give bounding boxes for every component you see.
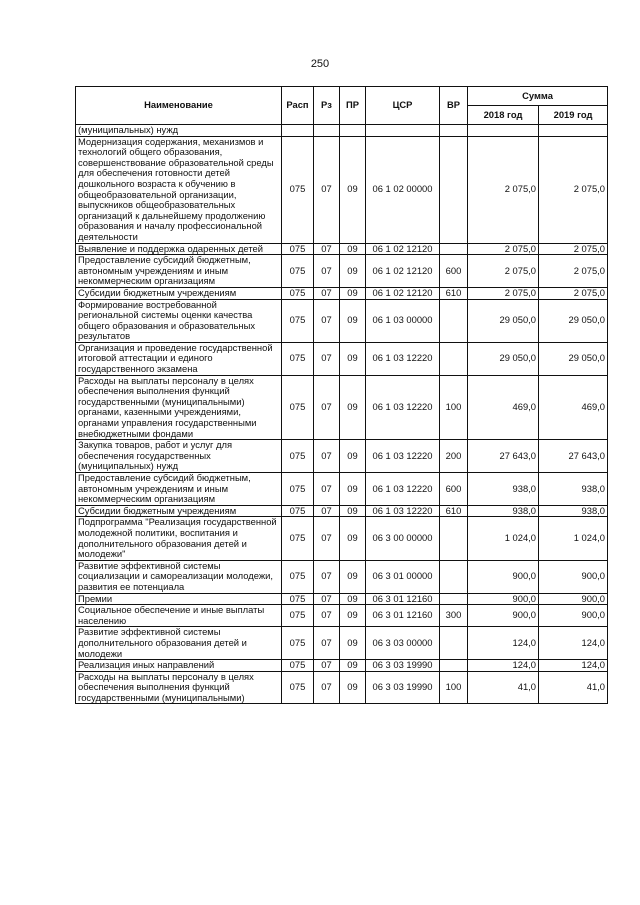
cell-pr: 09: [340, 243, 366, 255]
cell-vr: 610: [440, 287, 468, 299]
cell-vr: [440, 243, 468, 255]
cell-rz: 07: [314, 671, 340, 704]
cell-name: Формирование востребованной региональной системы оценки качества общего образования и образовательных результатов: [76, 299, 282, 342]
cell-vr: 600: [440, 255, 468, 288]
table-row: [76, 660, 608, 672]
cell-sum-2019: 29 050,0: [539, 299, 608, 342]
cell-rasp: 075: [282, 342, 314, 375]
cell-name: Развитие эффективной системы социализации и самореализации молодежи, развития ее потенциала: [76, 560, 282, 593]
cell-pr: 09: [340, 593, 366, 605]
cell-pr: 09: [340, 375, 366, 440]
cell-rasp: 075: [282, 671, 314, 704]
table-row: [76, 505, 608, 517]
cell-vr: [440, 627, 468, 660]
cell-vr: 300: [440, 605, 468, 627]
cell-rz: 07: [314, 560, 340, 593]
cell-sum-2019: 2 075,0: [539, 136, 608, 243]
table-header: [76, 87, 608, 125]
cell-rz: 07: [314, 605, 340, 627]
cell-name: Закупка товаров, работ и услуг для обеспечения государственных (муниципальных) нужд: [76, 440, 282, 473]
cell-sum-2018: 900,0: [468, 560, 539, 593]
cell-sum-2018: 469,0: [468, 375, 539, 440]
cell-name: Подпрограмма "Реализация государственной молодежной политики, воспитания и дополнительного образования детей и молодежи": [76, 517, 282, 560]
cell-name: Реализация иных направлений: [76, 660, 282, 672]
header-year-2019: 2019 год: [539, 106, 608, 125]
cell-rasp: 075: [282, 287, 314, 299]
cell-pr: 09: [340, 255, 366, 288]
cell-name: Предоставление субсидий бюджетным, автономным учреждениям и иным некоммерческим организациям: [76, 255, 282, 288]
table-row: [76, 627, 608, 660]
cell-vr: 100: [440, 375, 468, 440]
budget-table: [75, 86, 608, 704]
cell-rz: 07: [314, 473, 340, 506]
header-vr: ВР: [440, 87, 468, 125]
cell-rasp: 075: [282, 243, 314, 255]
cell-rz: 07: [314, 287, 340, 299]
cell-vr: [440, 136, 468, 243]
cell-sum-2019: 469,0: [539, 375, 608, 440]
cell-vr: [440, 299, 468, 342]
cell-vr: [440, 593, 468, 605]
cell-rasp: 075: [282, 605, 314, 627]
cell-rasp: 075: [282, 440, 314, 473]
cell-sum-2018: 2 075,0: [468, 287, 539, 299]
cell-pr: [340, 125, 366, 137]
table-row: [76, 342, 608, 375]
cell-rz: 07: [314, 505, 340, 517]
cell-pr: 09: [340, 342, 366, 375]
header-csr: ЦСР: [366, 87, 440, 125]
cell-sum-2018: 41,0: [468, 671, 539, 704]
cell-pr: 09: [340, 671, 366, 704]
cell-pr: 09: [340, 517, 366, 560]
cell-vr: [440, 125, 468, 137]
cell-name: Развитие эффективной системы дополнительного образования детей и молодежи: [76, 627, 282, 660]
header-year-2018: 2018 год: [468, 106, 539, 125]
cell-sum-2019: 2 075,0: [539, 243, 608, 255]
cell-csr: 06 1 03 12220: [366, 505, 440, 517]
table-row: [76, 375, 608, 440]
cell-pr: 09: [340, 440, 366, 473]
cell-name: Модернизация содержания, механизмов и технологий общего образования, совершенствование образовательной среды для обеспечения готовности детей дошкольного возраста к обучению в общеобразовательной организации, выпускников общеобразовательных организаций к дальнейшему продолжению образования и началу профессиональной деятельности: [76, 136, 282, 243]
table-row: [76, 440, 608, 473]
cell-csr: 06 1 03 12220: [366, 440, 440, 473]
table-row: [76, 136, 608, 243]
cell-sum-2019: 124,0: [539, 627, 608, 660]
cell-rz: 07: [314, 342, 340, 375]
cell-sum-2019: 900,0: [539, 593, 608, 605]
cell-pr: 09: [340, 627, 366, 660]
cell-name: Субсидии бюджетным учреждениям: [76, 505, 282, 517]
cell-sum-2019: 938,0: [539, 473, 608, 506]
cell-csr: 06 3 01 00000: [366, 560, 440, 593]
page-number: 250: [310, 58, 330, 70]
cell-csr: 06 3 03 19990: [366, 671, 440, 704]
cell-csr: 06 1 02 12120: [366, 287, 440, 299]
cell-rz: 07: [314, 627, 340, 660]
cell-sum-2019: [539, 125, 608, 137]
cell-name: Субсидии бюджетным учреждениям: [76, 287, 282, 299]
cell-rz: 07: [314, 243, 340, 255]
cell-sum-2018: 29 050,0: [468, 342, 539, 375]
cell-sum-2018: 124,0: [468, 627, 539, 660]
cell-vr: 610: [440, 505, 468, 517]
cell-rasp: 075: [282, 560, 314, 593]
cell-sum-2019: 900,0: [539, 605, 608, 627]
cell-sum-2018: 29 050,0: [468, 299, 539, 342]
header-rasp: Расп: [282, 87, 314, 125]
table-row: [76, 560, 608, 593]
cell-rasp: 075: [282, 593, 314, 605]
cell-sum-2018: 27 643,0: [468, 440, 539, 473]
table-row: [76, 125, 608, 137]
table-row: [76, 671, 608, 704]
cell-rz: [314, 125, 340, 137]
cell-sum-2018: 2 075,0: [468, 255, 539, 288]
cell-name: Расходы на выплаты персоналу в целях обеспечения выполнения функций государственными (муниципальными): [76, 671, 282, 704]
cell-vr: [440, 660, 468, 672]
cell-sum-2018: 1 024,0: [468, 517, 539, 560]
cell-pr: 09: [340, 560, 366, 593]
cell-pr: 09: [340, 299, 366, 342]
table-row: [76, 517, 608, 560]
cell-sum-2018: [468, 125, 539, 137]
cell-sum-2019: 2 075,0: [539, 255, 608, 288]
table-row: [76, 255, 608, 288]
cell-csr: 06 1 03 12220: [366, 375, 440, 440]
table-row: [76, 473, 608, 506]
cell-pr: 09: [340, 287, 366, 299]
header-pr: ПР: [340, 87, 366, 125]
cell-sum-2019: 900,0: [539, 560, 608, 593]
cell-pr: 09: [340, 605, 366, 627]
cell-rz: 07: [314, 593, 340, 605]
cell-sum-2018: 900,0: [468, 605, 539, 627]
cell-name: Выявление и поддержка одаренных детей: [76, 243, 282, 255]
table-body: [76, 125, 608, 704]
cell-vr: 200: [440, 440, 468, 473]
cell-sum-2019: 938,0: [539, 505, 608, 517]
table-row: [76, 287, 608, 299]
cell-sum-2019: 2 075,0: [539, 287, 608, 299]
cell-rasp: 075: [282, 299, 314, 342]
cell-sum-2018: 2 075,0: [468, 243, 539, 255]
cell-rasp: 075: [282, 375, 314, 440]
cell-csr: 06 1 02 00000: [366, 136, 440, 243]
cell-rz: 07: [314, 440, 340, 473]
cell-name: Премии: [76, 593, 282, 605]
cell-sum-2019: 27 643,0: [539, 440, 608, 473]
cell-csr: 06 3 03 00000: [366, 627, 440, 660]
cell-sum-2019: 124,0: [539, 660, 608, 672]
cell-sum-2019: 1 024,0: [539, 517, 608, 560]
cell-csr: 06 3 03 19990: [366, 660, 440, 672]
cell-rasp: 075: [282, 473, 314, 506]
cell-csr: [366, 125, 440, 137]
cell-csr: 06 1 03 12220: [366, 342, 440, 375]
cell-csr: 06 1 03 00000: [366, 299, 440, 342]
cell-pr: 09: [340, 505, 366, 517]
cell-rz: 07: [314, 375, 340, 440]
cell-sum-2018: 124,0: [468, 660, 539, 672]
cell-rasp: 075: [282, 517, 314, 560]
cell-rz: 07: [314, 255, 340, 288]
cell-csr: 06 3 01 12160: [366, 593, 440, 605]
cell-vr: [440, 342, 468, 375]
cell-pr: 09: [340, 136, 366, 243]
cell-csr: 06 3 00 00000: [366, 517, 440, 560]
cell-rasp: 075: [282, 505, 314, 517]
table-row: [76, 243, 608, 255]
cell-csr: 06 1 02 12120: [366, 255, 440, 288]
cell-sum-2018: 2 075,0: [468, 136, 539, 243]
cell-name: Предоставление субсидий бюджетным, автономным учреждениям и иным некоммерческим организациям: [76, 473, 282, 506]
table-row: [76, 593, 608, 605]
cell-csr: 06 1 03 12220: [366, 473, 440, 506]
cell-csr: 06 3 01 12160: [366, 605, 440, 627]
cell-rz: 07: [314, 299, 340, 342]
cell-rasp: 075: [282, 255, 314, 288]
cell-rasp: 075: [282, 660, 314, 672]
cell-csr: 06 1 02 12120: [366, 243, 440, 255]
cell-pr: 09: [340, 660, 366, 672]
cell-name: Расходы на выплаты персоналу в целях обеспечения выполнения функций государственными (муниципальными) органами, казенными учреждениями, органами управления государственными внебюджетными фондами: [76, 375, 282, 440]
table-row: [76, 299, 608, 342]
cell-sum-2018: 938,0: [468, 505, 539, 517]
header-sum: Сумма: [468, 87, 608, 106]
cell-sum-2018: 900,0: [468, 593, 539, 605]
cell-rasp: [282, 125, 314, 137]
cell-vr: 100: [440, 671, 468, 704]
cell-name: (муниципальных) нужд: [76, 125, 282, 137]
cell-vr: [440, 517, 468, 560]
cell-name: Социальное обеспечение и иные выплаты населению: [76, 605, 282, 627]
cell-rasp: 075: [282, 627, 314, 660]
table-row: [76, 605, 608, 627]
cell-rz: 07: [314, 517, 340, 560]
cell-pr: 09: [340, 473, 366, 506]
cell-name: Организация и проведение государственной итоговой аттестации и единого государственного экзамена: [76, 342, 282, 375]
header-rz: Рз: [314, 87, 340, 125]
cell-vr: 600: [440, 473, 468, 506]
cell-rz: 07: [314, 660, 340, 672]
cell-sum-2018: 938,0: [468, 473, 539, 506]
header-name: Наименование: [76, 87, 282, 125]
cell-rz: 07: [314, 136, 340, 243]
cell-sum-2019: 29 050,0: [539, 342, 608, 375]
cell-vr: [440, 560, 468, 593]
cell-sum-2019: 41,0: [539, 671, 608, 704]
cell-rasp: 075: [282, 136, 314, 243]
